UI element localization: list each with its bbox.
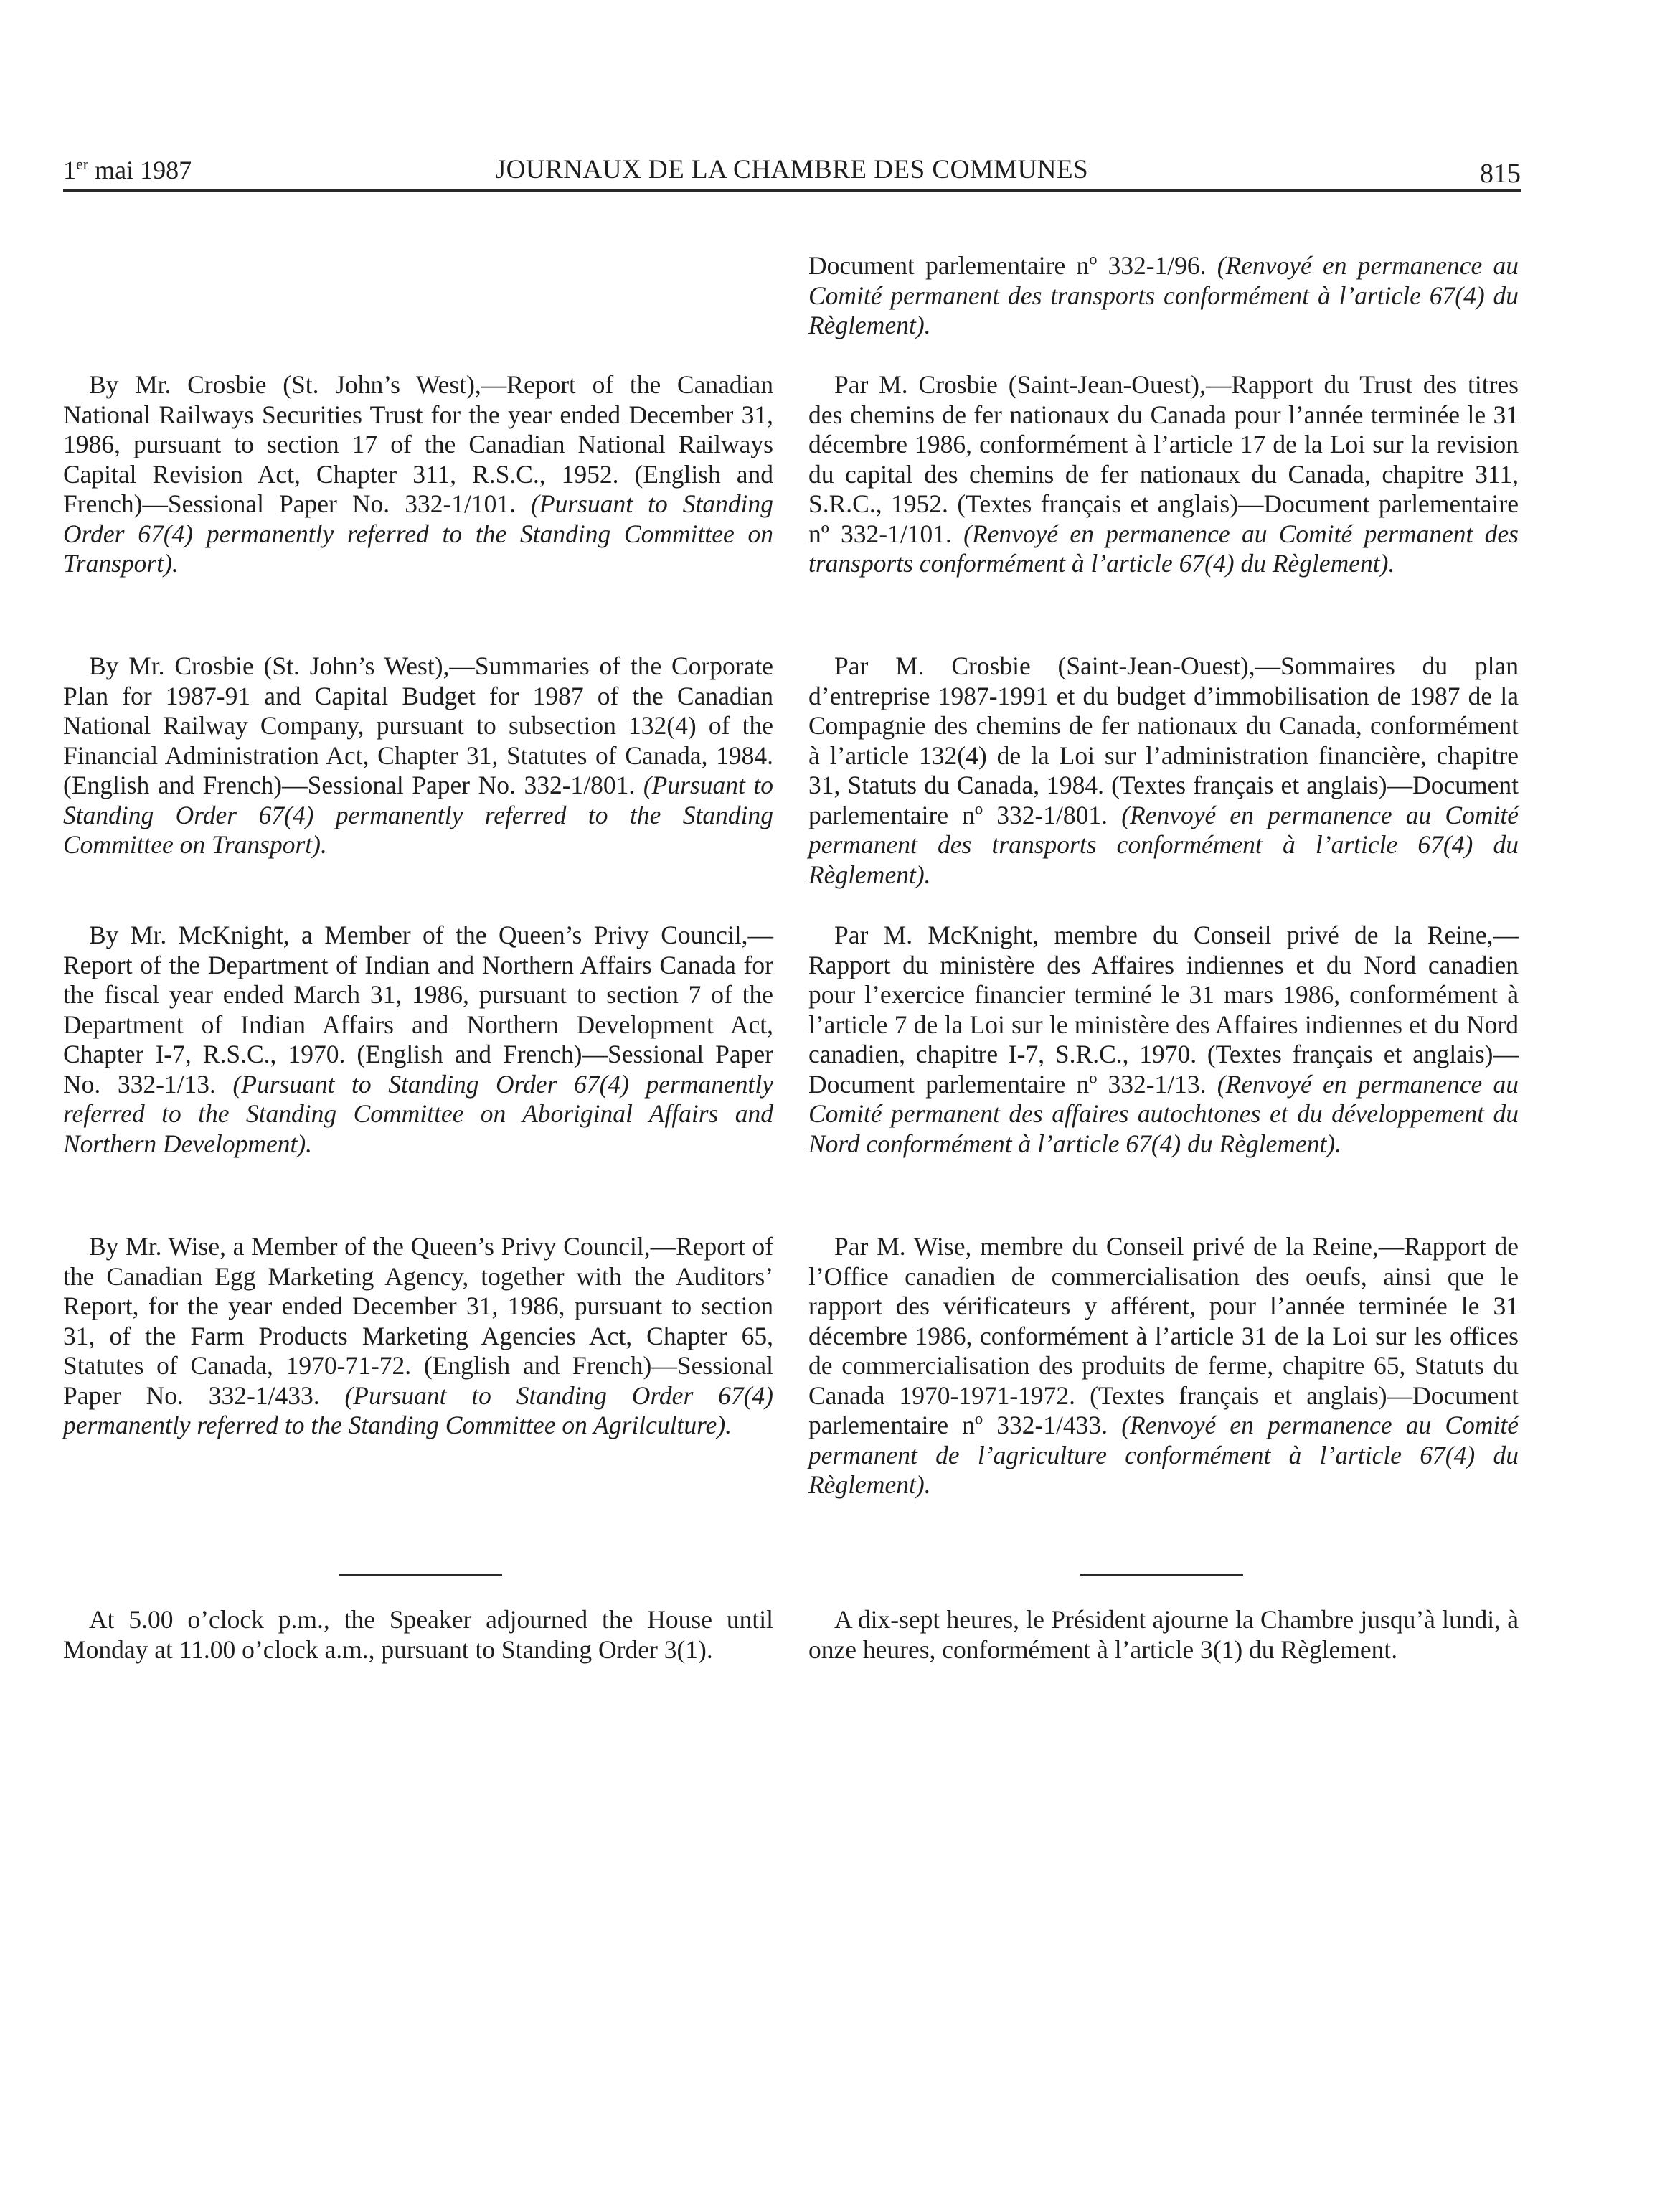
english-entry-mcknight: By Mr. McKnight, a Member of the Queen’s Privy Council,—Report of the Department of Indian and Northern Affairs Canada for the fiscal year ended March 31, 1986, pursuant to section 7 of the Department of Indian Affairs and Northern Development Act, Chapter I-7, R.S.C., 1970. (English and French)—Sessional Paper No. 332-1/13. (Pursuant to Standing Order 67(4) permanently referred to the Standing Committee on Aboriginal Affairs and Northern Development). bbox=[63, 921, 774, 1158]
header-title: JOURNAUX DE LA CHAMBRE DES COMMUNES bbox=[495, 155, 1089, 184]
french-adjournment: A dix-sept heures, le Président ajourne la Chambre jusqu’à lundi, à onze heures, conformément à l’article 3(1) du Règlement. bbox=[808, 1605, 1519, 1664]
page-number: 815 bbox=[1480, 159, 1521, 189]
french-entry-continued: Document parlementaire nº 332-1/96. (Renvoyé en permanence au Comité permanent des transports conformément à l’article 67(4) du Règlement). bbox=[808, 251, 1519, 339]
french-entry-mcknight: Par M. McKnight, membre du Conseil privé de la Reine,—Rapport du ministère des Affaires indiennes et du Nord canadien pour l’exercice financier terminé le 31 mars 1986, conformément à l’article 7 de la Loi sur le ministère des Affaires indiennes et du Nord canadien, chapitre I-7, S.R.C., 1970. (Textes français et anglais)—Document parlementaire nº 332-1/13. (Renvoyé en permanence au Comité permanent des affaires autochtones et du développement du Nord conformément à l’article 67(4) du Règlement). bbox=[808, 921, 1519, 1158]
french-entry-wise: Par M. Wise, membre du Conseil privé de la Reine,—Rapport de l’Office canadien de commercialisation des oeufs, ainsi que le rapport des vérificateurs y afférent, pour l’année terminée le 31 décembre 1986, conformément à l’article 31 de la Loi sur les offices de commercialisation des produits de ferme, chapitre 65, Statuts du Canada 1970-1971-1972. (Textes français et anglais)—Document parlementaire nº 332-1/433. (Renvoyé en permanence au Comité permanent de l’agriculture conformément à l’article 67(4) du Règlement). bbox=[808, 1232, 1519, 1499]
english-adjournment: At 5.00 o’clock p.m., the Speaker adjourned the House until Monday at 11.00 o’clock a.m., pursuant to Standing Order 3(1). bbox=[63, 1605, 773, 1664]
french-entry-crosbie-plan: Par M. Crosbie (Saint-Jean-Ouest),—Sommaires du plan d’entreprise 1987-1991 et du budget d’immobilisation de 1987 de la Compagnie des chemins de fer nationaux du Canada, conformément à l’article 132(4) de la Loi sur l’administration financière, chapitre 31, Statuts du Canada, 1984. (Textes français et anglais)—Document parlementaire nº 332-1/801. (Renvoyé en permanence au Comité permanent des transports conformément à l’article 67(4) du Règlement). bbox=[808, 652, 1519, 889]
english-entry-crosbie-corporate-plan: By Mr. Crosbie (St. John’s West),—Summaries of the Corporate Plan for 1987-91 and Capital Budget for 1987 of the Canadian National Railway Company, pursuant to subsection 132(4) of the Financial Administration Act, Chapter 31, Statutes of Canada, 1984. (English and French)—Sessional Paper No. 332-1/801. (Pursuant to Standing Order 67(4) permanently referred to the Standing Committee on Transport). bbox=[63, 652, 773, 859]
english-entry-wise: By Mr. Wise, a Member of the Queen’s Privy Council,—Report of the Canadian Egg Marketing Agency, together with the Auditors’ Report, for the year ended December 31, 1986, pursuant to section 31, of the Farm Products Marketing Agencies Act, Chapter 65, Statutes of Canada, 1970-71-72. (English and French)—Sessional Paper No. 332-1/433. (Pursuant to Standing Order 67(4) permanently referred to the Standing Committee on Agrilculture). bbox=[63, 1232, 773, 1439]
english-entry-crosbie-securities-trust: By Mr. Crosbie (St. John’s West),—Report of the Canadian National Railways Securities Trust for the year ended December 31, 1986, pursuant to section 17 of the Canadian National Railways Capital Revision Act, Chapter 311, R.S.C., 1952. (English and French)—Sessional Paper No. 332-1/101. (Pursuant to Standing Order 67(4) permanently referred to the Standing Committee on Transport). bbox=[63, 370, 773, 578]
french-entry-crosbie-trust: Par M. Crosbie (Saint-Jean-Ouest),—Rapport du Trust des titres des chemins de fer nationaux du Canada pour l’année terminée le 31 décembre 1986, conformément à l’article 17 de la Loi sur la revision du capital des chemins de fer nationaux du Canada, chapitre 311, S.R.C., 1952. (Textes français et anglais)—Document parlementaire nº 332-1/101. (Renvoyé en permanence au Comité permanent des transports conformément à l’article 67(4) du Règlement). bbox=[808, 370, 1519, 578]
french-divider bbox=[1080, 1574, 1243, 1576]
header-date: 1er mai 1987 bbox=[63, 155, 192, 184]
running-header bbox=[63, 144, 1521, 192]
english-divider bbox=[339, 1574, 502, 1576]
